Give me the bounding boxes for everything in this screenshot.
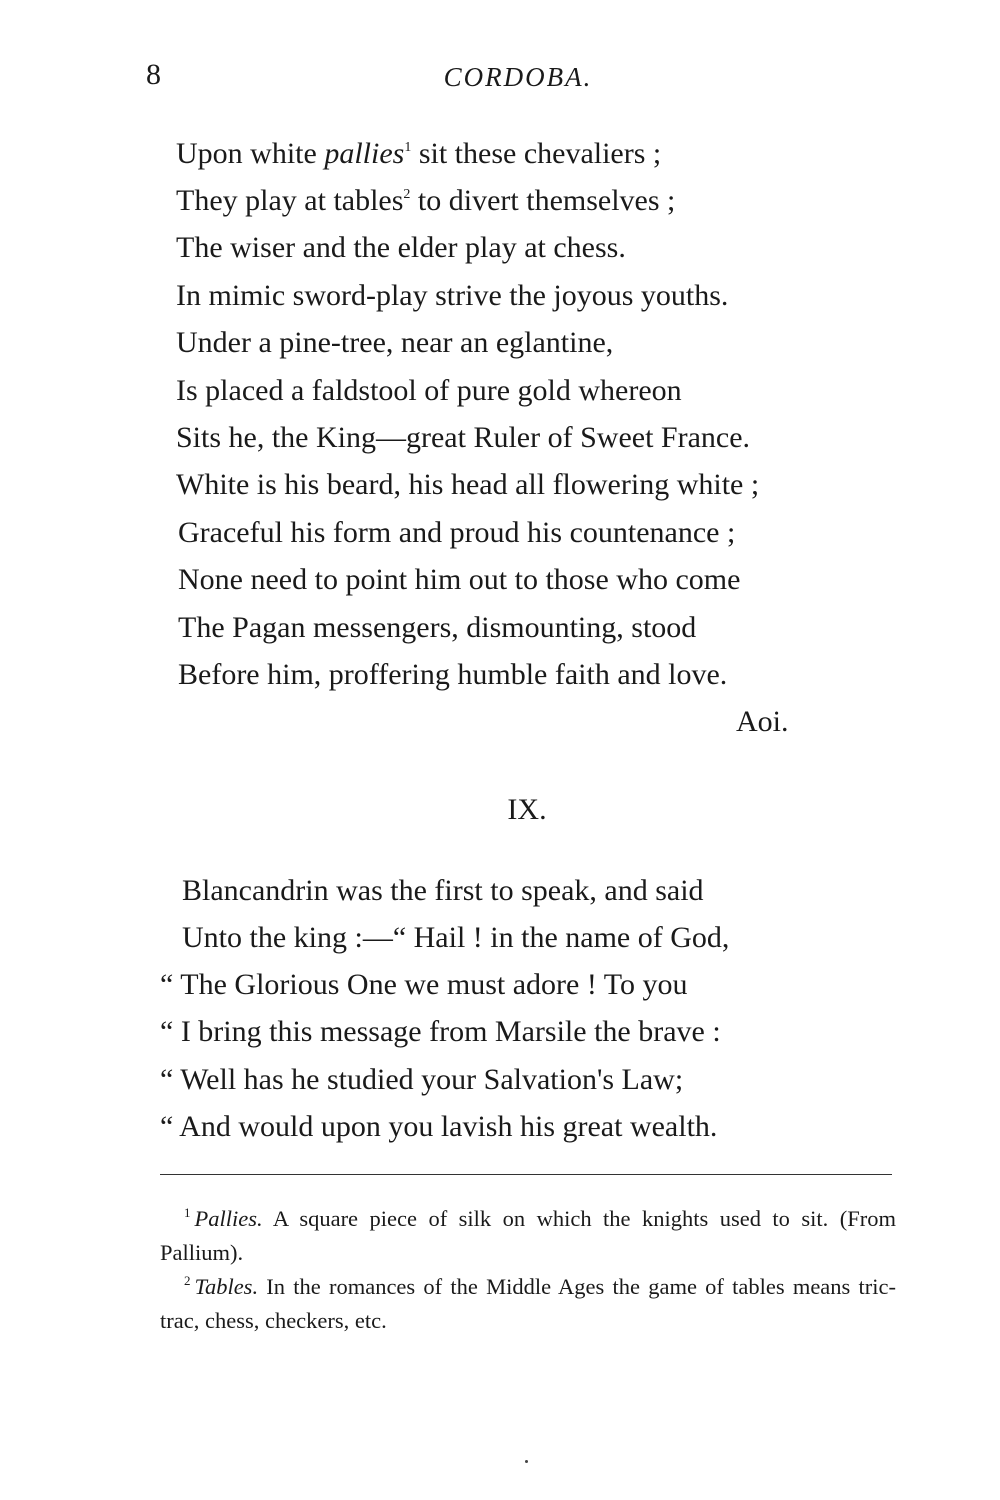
verse-line: Graceful his form and proud his countenance ; [178,516,736,549]
verse-line: They play at tables$^2$ to divert themselves ; [176,184,676,217]
verse-line: “ I bring this message from Marsile the brave : [160,1015,721,1048]
footnote-ref-2: 2 [403,187,411,202]
verse-line: “ And would upon you lavish his great wealth. [160,1110,718,1143]
footnote-ref-1: 1 [404,140,412,155]
verse-line: Before him, proffering humble faith and love. [178,658,728,691]
verse-line: Under a pine-tree, near an eglantine, [176,326,614,359]
printer-mark [525,1460,528,1463]
verse-line: Is placed a faldstool of pure gold whereon [176,374,682,407]
verse-line: The Pagan messengers, dismounting, stood [178,611,697,644]
refrain-aoi: Aoi. [736,705,789,738]
verse-line: White is his beard, his head all flowering white ; [176,468,760,501]
verse-line: Upon white pallies$^1$ sit these chevaliers ; [176,137,662,170]
page-number: 8 [146,58,161,91]
verse-line: In mimic sword-play strive the joyous youths. [176,279,729,312]
footnote-2: $^2$ Tables. In the romances of the Middle Ages the game of tables means tric-trac, chess, checkers, etc. [160,1273,896,1333]
verse-line: None need to point him out to those who come [178,563,741,596]
footnote-1: $^1$ Pallies. A square piece of silk on which the knights used to sit. (From Pallium). [160,1205,896,1265]
verse-line: “ Well has he studied your Salvation's Law; [160,1063,684,1096]
verse-line: “ The Glorious One we must adore ! To you [160,968,688,1001]
footnote-divider [160,1174,892,1175]
verse-line: Blancandrin was the first to speak, and said [182,874,704,907]
pallies-term: pallies [324,137,405,170]
verse-line: Unto the king :—“ Hail ! in the name of God, [182,921,730,954]
running-title: CORDOBA. [443,62,593,92]
verse-line: The wiser and the elder play at chess. [176,231,626,264]
verse-line: Sits he, the King—great Ruler of Sweet France. [176,421,751,454]
stanza-heading: IX. [507,793,547,826]
